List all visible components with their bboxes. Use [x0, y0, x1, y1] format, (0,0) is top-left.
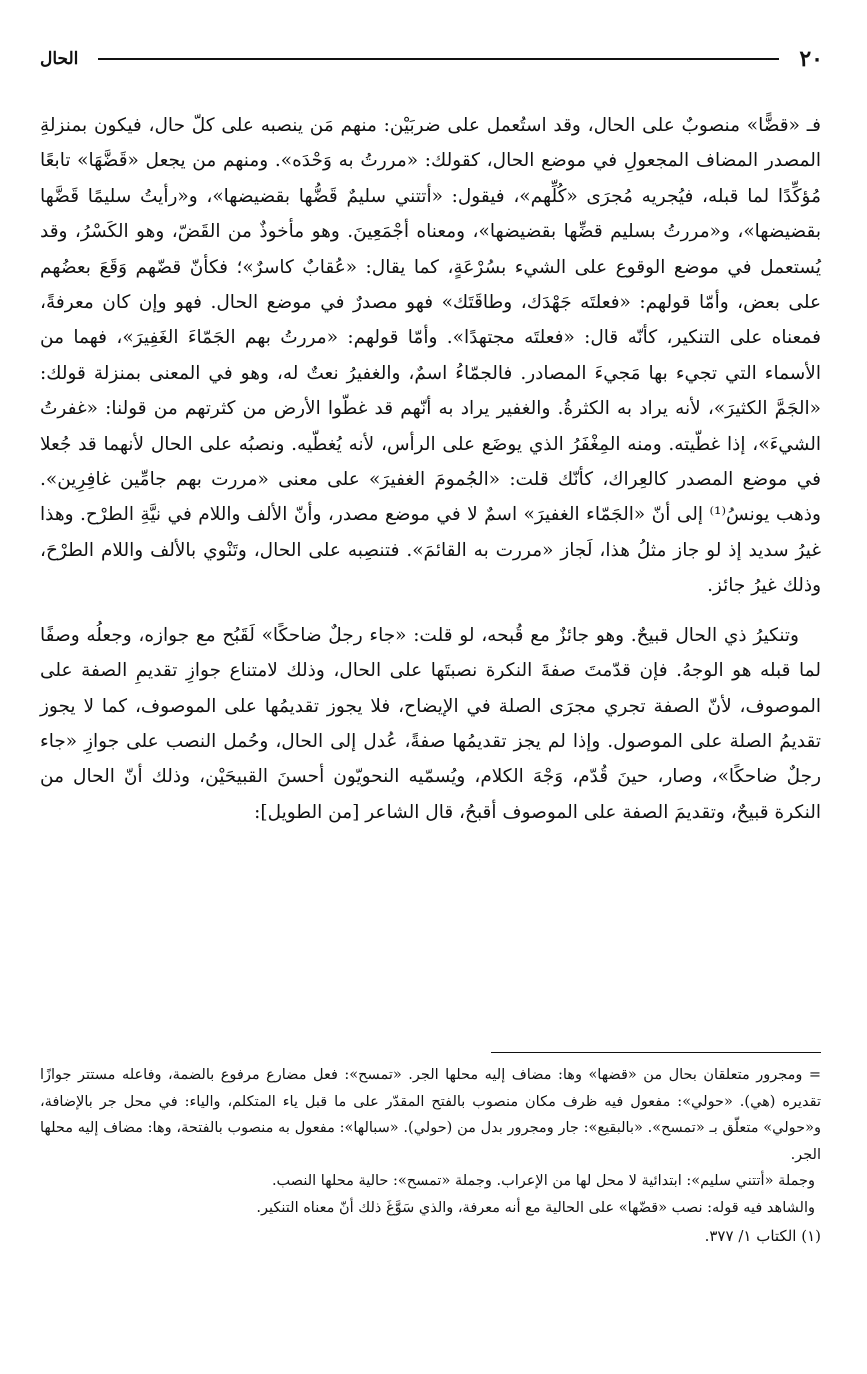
footnote-sentence-analysis: وجملة «أتتني سليم»: ابتدائية لا محل لها من الإعراب. وجملة «تمسح»: حالية محلها النصب. — [271, 1173, 815, 1189]
page-header — [40, 44, 823, 74]
page-number: ٢٠ — [799, 46, 823, 72]
header-rule — [98, 58, 779, 60]
footnote-continuation: = ومجرور متعلقان بحال من «قضها» وها: مضاف إليه محلها الجر. «تمسح»: فعل مضارع مرفوع بالضمة، وفاعله مستتر جوازًا تقديره (هي). «حولي»: مفعول فيه ظرف مكان منصوب بالفتح المقدّر على ما قبل ياء المتكلم، والياء: في محل جر بالإضافة، و«حولي» متعلّق بـ «تمسح». «بالبقيع»: جار ومجرور بدل من (حولي). «سبالها»: مفعول به منصوب بالفتحة، وها: مضاف إليه محلها الجر. — [40, 1067, 821, 1163]
chapter-title: الحال — [40, 49, 79, 69]
body-paragraph-1: فـ «قضًّا» منصوبٌ على الحال، وقد استُعمل على ضربَيْن: منهم مَن ينصبه على كلّ حال، فيكون بمنزلةِ المصدر المضاف المجعولِ في موضع الحال، كقولك: «مررتُ به وَحْدَه». ومنهم من يجعل «قَضَّهَا» تابعًا مُؤكِّدًا لما قبله، فيُجريه مُجرَى «كُلِّهم»، فيقول: «أتتني سليمٌ قَضُّها بقضيضها»، و«رأيتُ سليمًا قَضَّها بقضيضها»، و«مررتُ بسليم قضِّها بقضيضها»، ومعناه أجْمَعِينَ. وهو مأخوذٌ من القَضّ، وهو الكَسْرُ، وقد يُستعمل في موضع الوقوع على الشيء بسُرْعَةٍ، كما يقال: «عُقابٌ كاسرٌ»؛ فكأنّ قضّهم وَقَعَ بعضُهم على بعض، وأمّا قولهم: «فعلتَه جَهْدَك، وطاقَتَك» فهو مصدرٌ في موضع الحال. فهو وإن كان معرفةً، فمعناه على التنكير، كأنّه قال: «فعلتَه مجتهدًا». وأمّا قولهم: «مررتُ بهم الجَمّاءَ الغَفِيرَ»، فهما من الأسماء التي تجيء بها مَجيءَ المصادر. فالجمّاءُ اسمٌ، والغفيرُ نعتٌ له، وهو في المعنى بمنزلة قولك: «الجَمَّ الكثيرَ»، لأنه يراد به الكثرةُ. والغفير يراد به أنّهم قد غطّوا الأرض من كثرتهم من قولنا: «غفرتُ الشيءَ»، إذا غطّيته. ومنه المِغْفَرُ الذي يوضَع على الرأس، لأنه يُغطّيه. ونصبُه على الحال لأنهما قد جُعلا في موضع المصدر كالعِراك، كأنّك قلت: «الجُمومَ الغفيرَ» على معنى «مررت بهم جامِّين غافِرِين». وذهب يونسُ⁽¹⁾ إلى أنّ «الجَمّاء الغفيرَ» اسمٌ لا في موضع مصدر، وأنّ الألف واللام في نيَّةِ الطرْح. وهذا غيرُ سديد إذ لو جاز مثلُ هذا، لَجاز «مررت به القائمَ». فتنصِبه على الحال، وتَنْوي بالألف واللام الطرْحَ، وذلك غيرُ جائز. — [40, 115, 821, 597]
footnote-reference-1: (١) الكتاب ١/ ٣٧٧. — [704, 1227, 821, 1245]
footnote-evidence: والشاهد فيه قوله: نصب «قضّها» على الحالية مع أنه معرفة، والذي سَوَّغَ ذلك أنّ معناه التنكير. — [256, 1199, 815, 1216]
main-text — [40, 108, 821, 830]
body-paragraph-2: وتنكيرُ ذي الحال قبيحٌ. وهو جائزٌ مع قُبحه، لو قلت: «جاء رجلٌ ضاحكًا» لَقَبُح مع جوازه، وجعلُه وصفًا لما قبله هو الوجهُ. فإن قدّمتَ صفةَ النكرة نصبتَها على الحال، وذلك لامتناع جوازِ تقديمِ الصفة على الموصوف، لأنّ الصفة تجري مجرَى الصلة في الإيضاح، فلا يجوز تقديمُها على الموصوف، كما لا يجوز تقديمُ الصلة على الموصول. وإذا لم يجز تقديمُها صفةً، عُدل إلى الحال، وحُمل النصب على جوازِ «جاء رجلٌ ضاحكًا»، وصار، حينَ قُدّم، وَجْهَ الكلام، ويُسمّيه النحويّون أحسنَ القبيحَيْن، وذلك أنّ الحال من النكرة قبيحٌ، وتقديمَ الصفة على الموصوف أقبحُ، قال الشاعر [من الطويل]: — [40, 624, 821, 823]
footnote-separator — [491, 1052, 821, 1053]
footnotes — [40, 1062, 821, 1250]
